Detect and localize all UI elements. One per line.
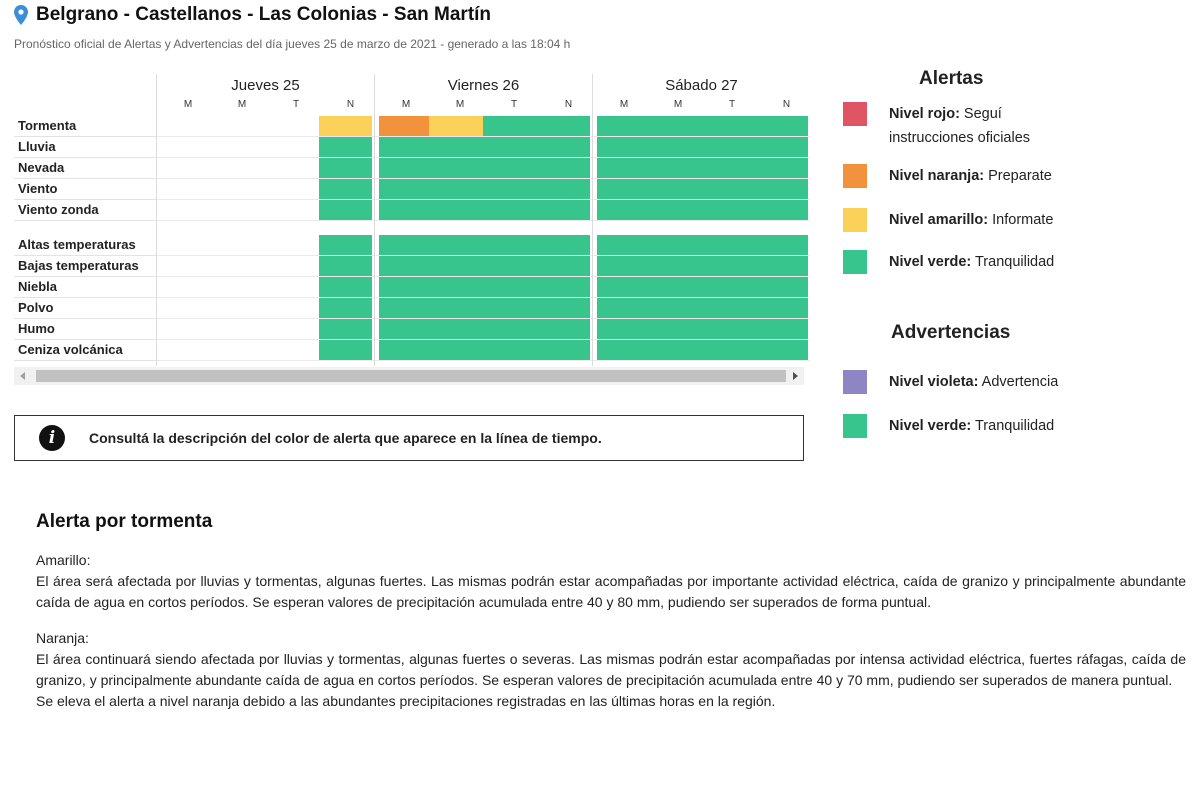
alert-cell-verde[interactable] <box>483 137 537 157</box>
info-text: Consultá la descripción del color de alerta que aparece en la línea de tiempo. <box>89 430 602 446</box>
alert-cell-verde[interactable] <box>597 137 647 157</box>
legend-text <box>889 164 1089 188</box>
alert-cell-naranja[interactable] <box>379 116 429 136</box>
alert-cell-verde[interactable] <box>379 256 429 276</box>
alert-cell-verde[interactable] <box>647 158 701 178</box>
color-swatch <box>843 250 867 274</box>
arrow-left-icon <box>20 372 25 380</box>
alert-cell-verde[interactable] <box>483 277 537 297</box>
alert-cell-verde[interactable] <box>483 158 537 178</box>
alert-cell-verde[interactable] <box>647 256 701 276</box>
alert-cell-verde[interactable] <box>755 116 808 136</box>
alert-cell-verde[interactable] <box>483 340 537 360</box>
alert-cell-verde[interactable] <box>483 298 537 318</box>
period-label: M <box>619 99 629 110</box>
alert-cell-verde[interactable] <box>597 200 647 220</box>
alert-detail-title: Alerta por tormenta <box>36 511 213 532</box>
row-divider <box>14 360 156 361</box>
alert-cell-verde[interactable] <box>537 200 590 220</box>
info-box <box>14 415 804 461</box>
alert-detail <box>36 510 1186 712</box>
alert-cell-verde[interactable] <box>483 256 537 276</box>
legend-level-desc: Informate <box>988 212 1054 228</box>
alert-cell-verde[interactable] <box>701 256 755 276</box>
alert-cell-verde[interactable] <box>597 298 647 318</box>
period-label: N <box>782 99 791 110</box>
legend-level-desc: Preparate <box>984 168 1052 184</box>
grid-divider <box>593 220 810 221</box>
info-icon: i <box>39 425 65 451</box>
alert-cell-verde[interactable] <box>647 298 701 318</box>
legend-text <box>889 414 1089 438</box>
alert-cell-verde[interactable] <box>483 235 537 255</box>
alert-cell-verde[interactable] <box>319 340 372 360</box>
alert-cell-verde[interactable] <box>429 179 483 199</box>
alert-cell-verde[interactable] <box>379 235 429 255</box>
color-swatch <box>843 414 867 438</box>
alert-cell-verde[interactable] <box>319 158 372 178</box>
alert-cell-verde[interactable] <box>755 200 808 220</box>
hazard-label: Bajas temperaturas <box>18 258 139 273</box>
alert-cell-verde[interactable] <box>537 116 590 136</box>
alert-cell-verde[interactable] <box>647 179 701 199</box>
alert-cell-verde[interactable] <box>429 340 483 360</box>
hazard-label: Niebla <box>18 279 58 294</box>
alert-cell-verde[interactable] <box>537 277 590 297</box>
timeline-scrollbar[interactable] <box>14 367 804 385</box>
day-divider <box>592 74 593 366</box>
alert-cell-verde[interactable] <box>319 200 372 220</box>
legend-level-name: Nivel verde: <box>889 418 972 434</box>
hazard-label: Polvo <box>18 300 54 315</box>
legend-text <box>889 250 1089 274</box>
alert-cell-verde[interactable] <box>319 256 372 276</box>
alert-cell-verde[interactable] <box>701 158 755 178</box>
alert-timeline[interactable] <box>14 70 810 366</box>
alert-cell-verde[interactable] <box>483 200 537 220</box>
legend-level-desc: Tranquilidad <box>971 418 1055 434</box>
legend-level-name: Nivel amarillo: <box>889 212 989 228</box>
period-label: T <box>728 99 736 110</box>
alert-cell-verde[interactable] <box>701 235 755 255</box>
day-name: Sábado 27 <box>665 77 738 94</box>
alert-cell-verde[interactable] <box>701 137 755 157</box>
alert-cell-verde[interactable] <box>537 256 590 276</box>
day-column-viernes <box>375 70 592 366</box>
alert-cell-verde[interactable] <box>755 158 808 178</box>
hazard-label: Viento <box>18 181 58 196</box>
alert-cell-verde[interactable] <box>429 200 483 220</box>
grid-divider <box>375 360 592 361</box>
timeline-days <box>157 70 810 366</box>
scroll-left-button[interactable] <box>14 367 32 385</box>
alert-cell-verde[interactable] <box>379 319 429 339</box>
hazard-label: Altas temperaturas <box>18 237 136 252</box>
period-label: T <box>292 99 300 110</box>
alert-cell-verde[interactable] <box>429 319 483 339</box>
amarillo-description: El área será afectada por lluvias y tormentas, algunas fuertes. Las mismas podrán estar acompañadas por importante actividad eléctrica, caída de granizo y principalmente abundante caída de agua en cortos períodos. Se esperan valores de precipitación acumulada entre 40 y 80 mm, pudiendo ser superados de forma puntual. <box>36 573 1186 610</box>
alert-cell-verde[interactable] <box>537 179 590 199</box>
color-swatch <box>843 102 867 126</box>
alert-cell-verde[interactable] <box>379 137 429 157</box>
legend-level-name: Nivel violeta: <box>889 374 979 390</box>
day-name: Jueves 25 <box>231 77 300 94</box>
alert-cell-verde[interactable] <box>647 200 701 220</box>
alert-cell-verde[interactable] <box>701 200 755 220</box>
alert-cell-verde[interactable] <box>755 340 808 360</box>
alert-cell-verde[interactable] <box>537 137 590 157</box>
color-swatch <box>843 164 867 188</box>
naranja-extra: Se eleva el alerta a nivel naranja debido a las abundantes precipitaciones registradas en las últimas horas en la región. <box>36 693 776 709</box>
legend-advertencias-title: Advertencias <box>891 322 1011 343</box>
alert-cell-verde[interactable] <box>755 137 808 157</box>
alert-cell-verde[interactable] <box>319 298 372 318</box>
alert-cell-verde[interactable] <box>597 256 647 276</box>
alert-cell-amarillo[interactable] <box>429 116 483 136</box>
alert-cell-verde[interactable] <box>319 277 372 297</box>
alert-cell-verde[interactable] <box>647 235 701 255</box>
grid-divider <box>157 360 374 361</box>
alert-cell-verde[interactable] <box>647 137 701 157</box>
alert-cell-verde[interactable] <box>647 116 701 136</box>
color-swatch <box>843 208 867 232</box>
period-label: M <box>673 99 683 110</box>
alert-cell-verde[interactable] <box>379 340 429 360</box>
alert-cell-verde[interactable] <box>429 298 483 318</box>
day-column-sabado <box>593 70 810 366</box>
alert-cell-verde[interactable] <box>429 235 483 255</box>
legend-level-desc: Seguí instrucciones oficiales <box>889 106 1031 146</box>
alert-cell-verde[interactable] <box>755 298 808 318</box>
color-swatch <box>843 370 867 394</box>
alert-cell-verde[interactable] <box>319 179 372 199</box>
alert-cell-verde[interactable] <box>537 340 590 360</box>
alert-cell-verde[interactable] <box>755 277 808 297</box>
alert-cell-verde[interactable] <box>483 319 537 339</box>
alert-cell-verde[interactable] <box>647 340 701 360</box>
alert-cell-verde[interactable] <box>429 277 483 297</box>
legend-text <box>889 370 1089 394</box>
hazard-label: Viento zonda <box>18 202 99 217</box>
hazard-label: Lluvia <box>18 139 56 154</box>
alert-cell-verde[interactable] <box>701 179 755 199</box>
alert-cell-verde[interactable] <box>319 319 372 339</box>
scroll-thumb[interactable] <box>36 370 786 382</box>
naranja-label: Naranja: <box>36 630 89 646</box>
alert-cell-verde[interactable] <box>597 319 647 339</box>
amarillo-label: Amarillo: <box>36 552 91 568</box>
alert-cell-verde[interactable] <box>379 158 429 178</box>
alert-cell-verde[interactable] <box>483 116 537 136</box>
page-title: Belgrano - Castellanos - Las Colonias - San Martín <box>36 4 492 25</box>
row-divider <box>14 220 156 221</box>
alert-cell-verde[interactable] <box>537 158 590 178</box>
arrow-right-icon <box>793 372 798 380</box>
alert-cell-verde[interactable] <box>597 235 647 255</box>
alert-cell-amarillo[interactable] <box>319 116 372 136</box>
alert-cell-verde[interactable] <box>379 200 429 220</box>
location-pin-icon <box>14 5 28 25</box>
alert-cell-verde[interactable] <box>597 158 647 178</box>
alert-cell-verde[interactable] <box>755 179 808 199</box>
period-label: M <box>401 99 411 110</box>
period-label: M <box>237 99 247 110</box>
legend-text <box>889 208 1089 232</box>
alert-cell-verde[interactable] <box>483 179 537 199</box>
alert-cell-verde[interactable] <box>379 277 429 297</box>
alert-cell-verde[interactable] <box>755 256 808 276</box>
period-label: N <box>564 99 573 110</box>
period-label: M <box>183 99 193 110</box>
period-label: T <box>510 99 518 110</box>
day-name: Viernes 26 <box>447 77 520 94</box>
page-subtitle: Pronóstico oficial de Alertas y Advertencias del día jueves 25 de marzo de 2021 - generado a las 18:04 h <box>14 37 571 51</box>
alert-cell-verde[interactable] <box>755 235 808 255</box>
legend-alertas-title: Alertas <box>919 68 984 89</box>
grid-divider <box>157 220 374 221</box>
alert-cell-verde[interactable] <box>537 235 590 255</box>
legend-level-desc: Advertencia <box>978 374 1059 390</box>
alert-cell-verde[interactable] <box>701 319 755 339</box>
legend-level-name: Nivel verde: <box>889 254 972 270</box>
alert-cell-verde[interactable] <box>647 319 701 339</box>
alert-cell-verde[interactable] <box>701 340 755 360</box>
alert-cell-verde[interactable] <box>597 116 647 136</box>
alert-cell-verde[interactable] <box>379 179 429 199</box>
alert-cell-verde[interactable] <box>429 256 483 276</box>
grid-divider <box>593 360 810 361</box>
alert-cell-verde[interactable] <box>701 116 755 136</box>
alert-cell-verde[interactable] <box>429 137 483 157</box>
alert-cell-verde[interactable] <box>537 298 590 318</box>
day-divider <box>374 74 375 366</box>
legend-text <box>889 102 1089 150</box>
alert-cell-verde[interactable] <box>429 158 483 178</box>
alert-cell-verde[interactable] <box>319 235 372 255</box>
alert-cell-verde[interactable] <box>701 298 755 318</box>
hazard-label: Ceniza volcánica <box>18 342 123 357</box>
day-column-jueves <box>157 70 374 366</box>
legend-level-name: Nivel naranja: <box>889 168 985 184</box>
scroll-right-button[interactable] <box>786 367 804 385</box>
alert-cell-verde[interactable] <box>597 277 647 297</box>
alert-cell-verde[interactable] <box>647 277 701 297</box>
alert-cell-verde[interactable] <box>597 340 647 360</box>
legend-level-name: Nivel rojo: <box>889 106 960 122</box>
alert-cell-verde[interactable] <box>379 298 429 318</box>
hazard-label: Tormenta <box>18 118 77 133</box>
grid-divider <box>375 220 592 221</box>
day-divider <box>156 74 157 366</box>
alert-cell-verde[interactable] <box>537 319 590 339</box>
alert-cell-verde[interactable] <box>319 137 372 157</box>
alert-cell-verde[interactable] <box>597 179 647 199</box>
page-header <box>14 4 1194 51</box>
alert-cell-verde[interactable] <box>701 277 755 297</box>
period-label: M <box>455 99 465 110</box>
hazard-label: Humo <box>18 321 55 336</box>
hazard-label: Nevada <box>18 160 65 175</box>
legend-level-desc: Tranquilidad <box>971 254 1055 270</box>
naranja-description: El área continuará siendo afectada por lluvias y tormentas, algunas fuertes o severas. Las mismas podrán estar acompañadas por intensa actividad eléctrica, fuertes ráfagas, caída de granizo, y principalmente abundante caída de agua en cortos períodos. Se esperan valores de precipitación acumulada entre 40 y 70 mm, pudiendo ser superados de manera puntual. <box>36 651 1186 688</box>
alert-cell-verde[interactable] <box>755 319 808 339</box>
period-label: N <box>346 99 355 110</box>
